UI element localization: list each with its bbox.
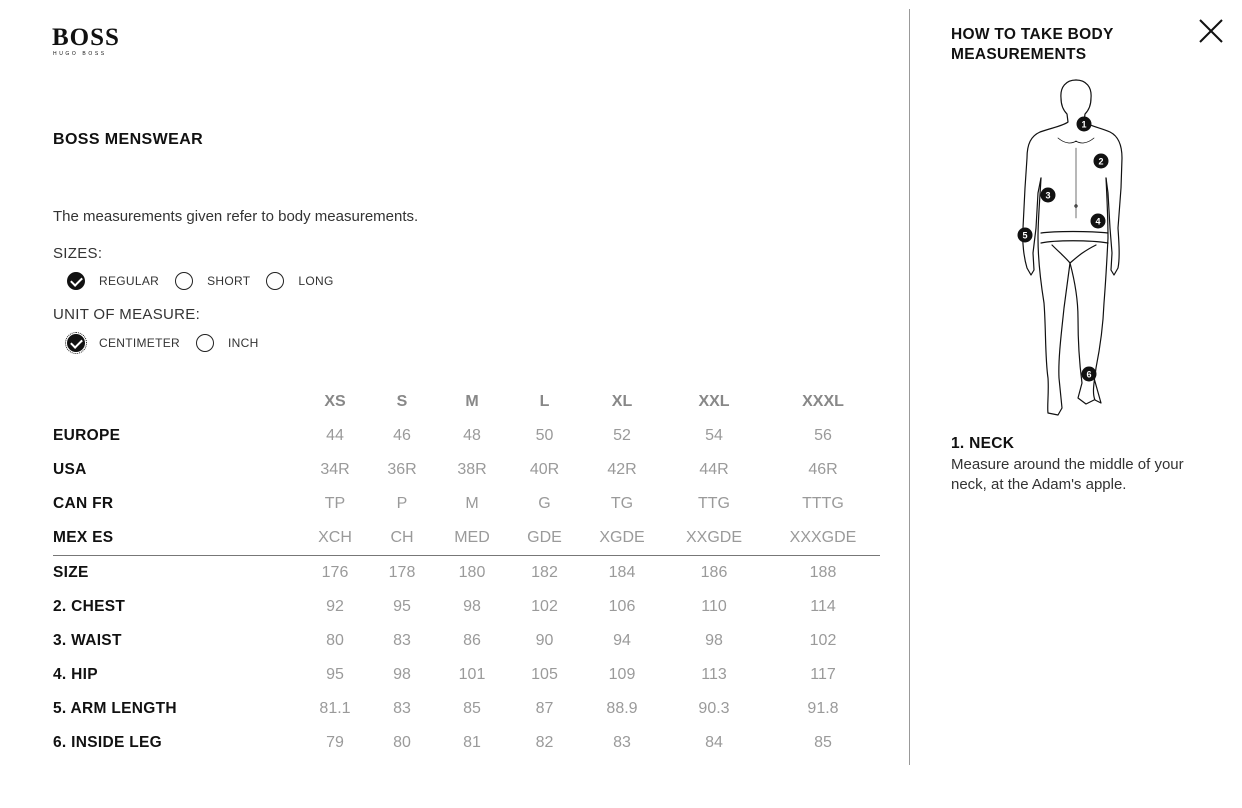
table-cell: CH	[390, 529, 414, 546]
table-cell: 46	[393, 427, 411, 444]
size-option-regular[interactable]	[67, 272, 159, 290]
table-row	[53, 487, 880, 521]
table-row	[53, 556, 880, 591]
table-cell: 81	[463, 734, 481, 751]
table-cell: 117	[810, 666, 836, 683]
table-cell: MED	[454, 529, 490, 546]
table-cell: 44	[326, 427, 344, 444]
size-column-header: XXXL	[802, 393, 844, 410]
table-cell: 90	[535, 632, 554, 649]
marker-5[interactable]	[1018, 228, 1033, 243]
table-row	[53, 658, 880, 692]
table-cell: G	[538, 495, 551, 512]
size-column-header: L	[539, 393, 550, 410]
side-panel-title: HOW TO TAKE BODY MEASUREMENTS	[951, 26, 1114, 63]
marker-6[interactable]	[1082, 367, 1097, 382]
table-cell: XXXGDE	[789, 529, 857, 546]
intro-text: The measurements given refer to body measurements.	[53, 208, 419, 225]
size-column-header: M	[465, 393, 479, 410]
table-cell: 102	[531, 598, 558, 615]
marker-4[interactable]	[1091, 214, 1106, 229]
size-column-header: XL	[611, 393, 633, 410]
table-cell: M	[465, 495, 479, 512]
unit-label: UNIT OF MEASURE:	[53, 306, 201, 323]
size-column-header: XS	[324, 393, 346, 410]
marker-2-label: 2	[1098, 156, 1104, 167]
table-row	[53, 590, 880, 624]
table-cell: 82	[535, 734, 554, 751]
table-cell: 88.9	[606, 700, 638, 717]
table-cell: 83	[393, 700, 411, 717]
logo-sub-text: HUGO BOSS	[53, 51, 107, 57]
check-icon[interactable]	[67, 334, 85, 352]
table-cell: 46R	[808, 461, 838, 478]
size-option-label: REGULAR	[99, 274, 160, 288]
boss-logo[interactable]	[52, 26, 142, 57]
size-column-header: S	[396, 393, 408, 410]
table-cell: 81.1	[319, 700, 351, 717]
close-button[interactable]	[1199, 19, 1223, 43]
table-cell: 87	[535, 700, 554, 717]
table-cell: 80	[326, 632, 344, 649]
table-cell: 95	[393, 598, 411, 615]
size-header-row	[53, 385, 880, 419]
header-corner	[53, 385, 303, 419]
table-row	[53, 624, 880, 658]
table-cell: 48	[463, 427, 481, 444]
table-row	[53, 692, 880, 726]
table-cell: XGDE	[599, 529, 645, 546]
logo-main-text: BOSS	[52, 24, 120, 51]
table-cell: 114	[810, 598, 836, 615]
table-cell: 188	[766, 556, 880, 591]
size-option-long[interactable]	[266, 272, 333, 290]
table-cell: 102	[809, 632, 837, 649]
table-cell: TP	[324, 495, 346, 512]
measurement-markers	[1018, 117, 1109, 382]
radio-icon[interactable]	[196, 334, 214, 352]
size-option-label: SHORT	[207, 274, 251, 288]
table-cell: 42R	[607, 461, 637, 478]
size-table	[53, 385, 880, 760]
table-cell: 86	[463, 632, 481, 649]
table-cell: 79	[326, 734, 344, 751]
marker-1-label: 1	[1081, 119, 1087, 130]
page-title: BOSS MENSWEAR	[53, 131, 204, 148]
table-cell: XXGDE	[685, 529, 742, 546]
row-label: USA	[53, 461, 87, 478]
row-label: 6. INSIDE LEG	[53, 734, 162, 751]
size-option-short[interactable]	[175, 272, 250, 290]
table-cell: 56	[814, 427, 832, 444]
row-label: 3. WAIST	[53, 632, 122, 649]
table-cell: 113	[701, 666, 727, 683]
marker-4-label: 4	[1095, 216, 1101, 227]
table-cell: 105	[531, 666, 558, 683]
unit-options	[67, 334, 275, 352]
unit-option-inch[interactable]	[196, 334, 259, 352]
table-cell: 50	[535, 427, 554, 444]
table-cell: 80	[393, 734, 411, 751]
table-cell: TG	[610, 495, 634, 512]
table-cell: 44R	[699, 461, 729, 478]
measurement-description: Measure around the middle of your neck, at the Adam's apple.	[951, 456, 1184, 493]
table-cell: 92	[326, 598, 344, 615]
table-cell: 101	[458, 666, 486, 683]
table-cell: 180	[437, 556, 507, 591]
table-cell: 83	[613, 734, 631, 751]
marker-2[interactable]	[1094, 154, 1109, 169]
table-cell: 176	[303, 556, 367, 591]
measurement-title: 1. NECK	[951, 435, 1015, 452]
unit-option-label: CENTIMETER	[99, 336, 180, 350]
table-row	[53, 419, 880, 453]
table-cell: 109	[608, 666, 636, 683]
table-row	[53, 726, 880, 760]
check-icon[interactable]	[67, 272, 85, 290]
table-cell: TTTG	[802, 495, 844, 512]
table-cell: 52	[613, 427, 631, 444]
table-cell: 85	[463, 700, 481, 717]
table-cell: 178	[367, 556, 437, 591]
unit-option-centimeter[interactable]	[67, 334, 180, 352]
marker-1[interactable]	[1077, 117, 1092, 132]
marker-6-label: 6	[1086, 369, 1092, 380]
table-row	[53, 521, 880, 556]
row-label: 4. HIP	[53, 666, 98, 683]
table-cell: 36R	[387, 461, 417, 478]
row-label: CAN FR	[53, 495, 114, 512]
row-label: 2. CHEST	[53, 598, 126, 615]
table-cell: 84	[705, 734, 723, 751]
sizes-label: SIZES:	[53, 245, 103, 262]
size-table-body	[53, 419, 880, 760]
table-cell: P	[396, 495, 408, 512]
table-cell: 85	[814, 734, 832, 751]
sizes-options	[67, 272, 350, 290]
row-label: MEX ES	[53, 529, 114, 546]
table-cell: 38R	[457, 461, 487, 478]
table-cell: 184	[582, 556, 662, 591]
table-cell: 182	[507, 556, 582, 591]
size-option-label: LONG	[298, 274, 334, 288]
table-cell: 90.3	[698, 700, 730, 717]
table-cell: TTG	[698, 495, 730, 512]
table-row	[53, 453, 880, 487]
table-cell: 98	[705, 632, 723, 649]
table-cell: 110	[701, 598, 727, 615]
table-cell: 94	[613, 632, 631, 649]
table-cell: 186	[662, 556, 766, 591]
table-cell: 98	[393, 666, 411, 683]
marker-3-label: 3	[1045, 190, 1051, 201]
close-icon	[1199, 19, 1223, 43]
radio-icon[interactable]	[175, 272, 193, 290]
table-cell: 98	[463, 598, 481, 615]
table-cell: 91.8	[807, 700, 839, 717]
table-cell: GDE	[527, 529, 562, 546]
row-label: 5. ARM LENGTH	[53, 700, 177, 717]
panel-divider	[909, 9, 910, 765]
marker-5-label: 5	[1022, 230, 1028, 241]
table-cell: 106	[608, 598, 636, 615]
table-cell: XCH	[318, 529, 352, 546]
marker-3[interactable]	[1041, 188, 1056, 203]
table-cell: 83	[393, 632, 411, 649]
radio-icon[interactable]	[266, 272, 284, 290]
row-label: EUROPE	[53, 427, 121, 444]
size-column-header: XXL	[698, 393, 730, 410]
table-cell: 54	[705, 427, 723, 444]
table-cell: 40R	[529, 461, 560, 478]
body-outline	[1023, 80, 1122, 415]
row-label: SIZE	[53, 556, 303, 591]
table-cell: 95	[326, 666, 344, 683]
table-cell: 34R	[320, 461, 350, 478]
unit-option-label: INCH	[228, 336, 259, 350]
body-figure-illustration	[1010, 78, 1140, 423]
